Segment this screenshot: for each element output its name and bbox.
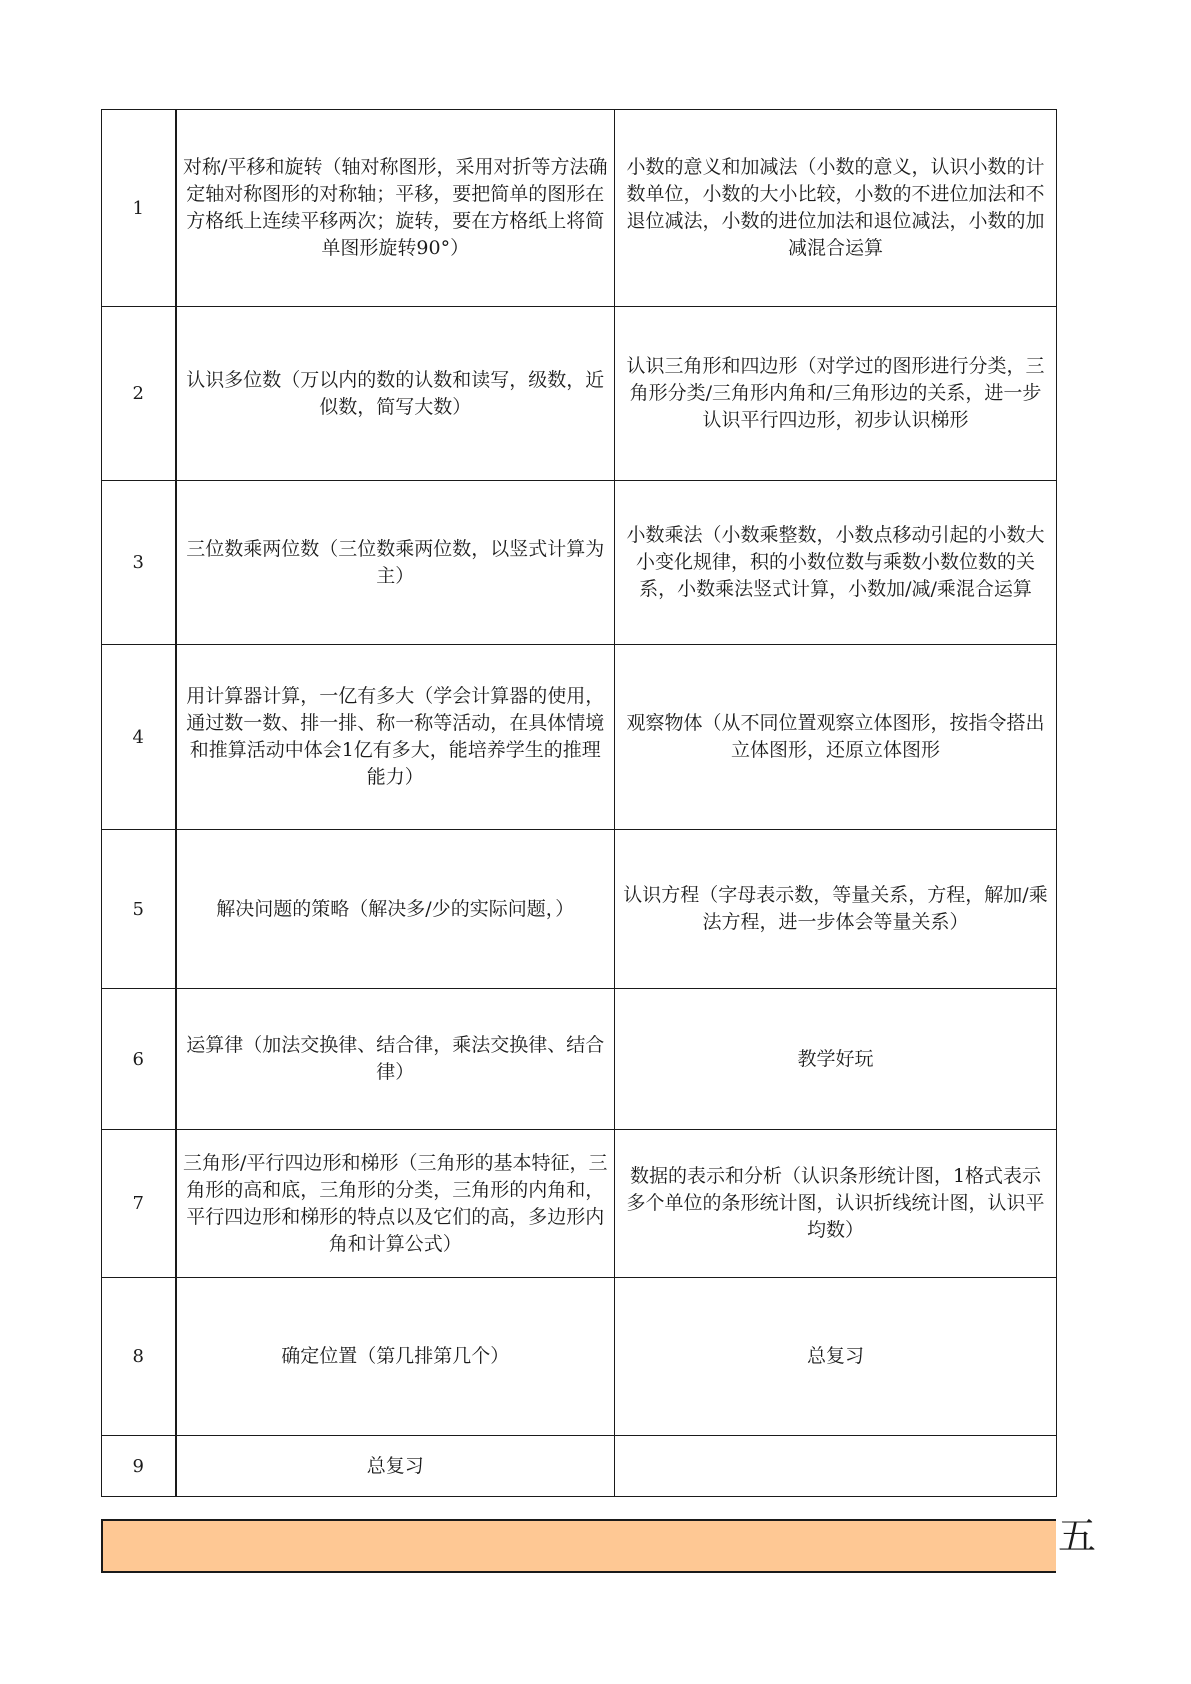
row-number-cell: 7 — [102, 1130, 176, 1278]
second-term-topic-cell: 数据的表示和分析（认识条形统计图，1格式表示多个单位的条形统计图，认识折线统计图，认识平均数） — [615, 1130, 1057, 1278]
row-number-cell: 5 — [102, 830, 176, 989]
second-term-topic-cell: 总复习 — [615, 1278, 1057, 1436]
row-number-cell: 3 — [102, 481, 176, 645]
table-row — [102, 110, 1057, 307]
second-term-topic-cell: 小数乘法（小数乘整数，小数点移动引起的小数大小变化规律，积的小数位数与乘数小数位数的关系，小数乘法竖式计算，小数加/减/乘混合运算 — [615, 481, 1057, 645]
first-term-topic-cell: 三位数乘两位数（三位数乘两位数，以竖式计算为主） — [176, 481, 615, 645]
table-row — [102, 989, 1057, 1130]
second-term-topic-cell: 教学好玩 — [615, 989, 1057, 1130]
grade-section-label: 五 — [1058, 1514, 1097, 1558]
table-row — [102, 1436, 1057, 1497]
first-term-topic-cell: 确定位置（第几排第几个） — [176, 1278, 615, 1436]
first-term-topic-cell: 用计算器计算，一亿有多大（学会计算器的使用，通过数一数、排一排、称一称等活动，在具体情境和推算活动中体会1亿有多大，能培养学生的推理能力） — [176, 645, 615, 830]
table-row — [102, 1130, 1057, 1278]
first-term-topic-cell: 三角形/平行四边形和梯形（三角形的基本特征，三角形的高和底，三角形的分类，三角形的内角和，平行四边形和梯形的特点以及它们的高，多边形内角和计算公式） — [176, 1130, 615, 1278]
grade-section-banner — [101, 1519, 1056, 1573]
row-number-cell: 4 — [102, 645, 176, 830]
row-number-cell: 2 — [102, 307, 176, 481]
row-number-cell: 9 — [102, 1436, 176, 1497]
row-number-cell: 1 — [102, 110, 176, 307]
second-term-topic-cell: 认识方程（字母表示数，等量关系，方程，解加/乘法方程，进一步体会等量关系） — [615, 830, 1057, 989]
second-term-topic-cell: 小数的意义和加减法（小数的意义，认识小数的计数单位，小数的大小比较，小数的不进位加法和不退位减法，小数的进位加法和退位减法，小数的加减混合运算 — [615, 110, 1057, 307]
curriculum-sheet — [101, 109, 1056, 1497]
first-term-topic-cell: 解决问题的策略（解决多/少的实际问题，） — [176, 830, 615, 989]
first-term-topic-cell: 认识多位数（万以内的数的认数和读写，级数，近似数，简写大数） — [176, 307, 615, 481]
first-term-topic-cell: 总复习 — [176, 1436, 615, 1497]
row-number-cell: 8 — [102, 1278, 176, 1436]
table-row — [102, 307, 1057, 481]
table-row — [102, 645, 1057, 830]
table-row — [102, 1278, 1057, 1436]
second-term-topic-cell: 观察物体（从不同位置观察立体图形，按指令搭出立体图形，还原立体图形 — [615, 645, 1057, 830]
curriculum-table — [101, 109, 1057, 1497]
first-term-topic-cell: 运算律（加法交换律、结合律，乘法交换律、结合律） — [176, 989, 615, 1130]
table-row — [102, 481, 1057, 645]
row-number-cell: 6 — [102, 989, 176, 1130]
table-row — [102, 830, 1057, 989]
second-term-topic-cell — [615, 1436, 1057, 1497]
second-term-topic-cell: 认识三角形和四边形（对学过的图形进行分类，三角形分类/三角形内角和/三角形边的关系，进一步认识平行四边形，初步认识梯形 — [615, 307, 1057, 481]
first-term-topic-cell: 对称/平移和旋转（轴对称图形，采用对折等方法确定轴对称图形的对称轴；平移，要把简单的图形在方格纸上连续平移两次；旋转，要在方格纸上将简单图形旋转90°） — [176, 110, 615, 307]
